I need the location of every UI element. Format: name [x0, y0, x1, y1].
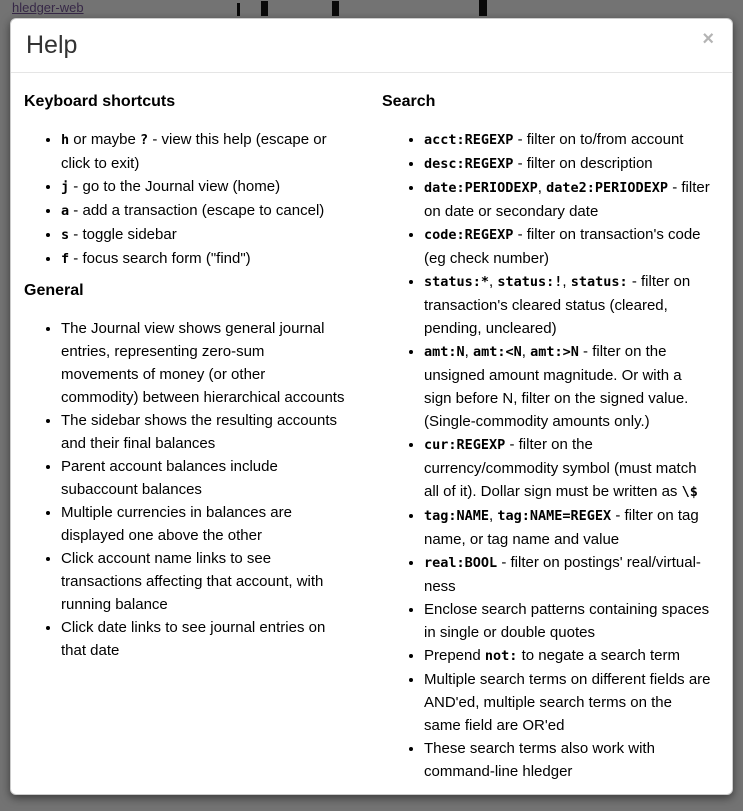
general-list — [24, 317, 346, 662]
modal-header — [11, 19, 732, 73]
code-token: s — [61, 227, 70, 243]
list-item: • amt:N, amt:<N, amt:>N - filter on the unsigned amount magnitude. Or with a sign before N, filter on the signed value. (Single-commodity amounts only.) — [424, 340, 712, 433]
code-token: not: — [484, 648, 518, 664]
list-item: • Click account name links to see transactions affecting that account, with running balance — [61, 547, 346, 616]
code-token: h — [61, 132, 70, 148]
help-modal — [10, 18, 733, 795]
code-token: cur:REGEXP — [424, 437, 506, 453]
code-token: code:REGEXP — [424, 227, 514, 243]
code-token: j — [61, 179, 70, 195]
modal-title: Help — [26, 31, 78, 59]
list-item: • Parent account balances include subaccount balances — [61, 455, 346, 501]
list-item: • code:REGEXP - filter on transaction's code (eg check number) — [424, 223, 712, 270]
code-token: status: — [570, 274, 628, 290]
list-item: • Multiple currencies in balances are displayed one above the other — [61, 501, 346, 547]
list-item: • Multiple search terms on different fields are AND'ed, multiple search terms on the same field are OR'ed — [424, 668, 712, 737]
code-token: amt:<N — [472, 344, 522, 360]
list-item: • cur:REGEXP - filter on the currency/commodity symbol (must match all of it). Dollar sign must be written as \$ — [424, 433, 712, 504]
list-item: • status:*, status:!, status: - filter on transaction's cleared status (cleared, pending, uncleared) — [424, 270, 712, 340]
code-token: f — [61, 251, 70, 267]
code-token: date2:PERIODEXP — [546, 180, 669, 196]
code-token: amt:>N — [530, 344, 579, 360]
search-list — [382, 128, 712, 783]
help-column-left — [24, 92, 346, 793]
list-item: • s - toggle sidebar — [61, 223, 346, 247]
code-token: \$ — [681, 484, 698, 500]
list-item: • date:PERIODEXP, date2:PERIODEXP - filter on date or secondary date — [424, 176, 712, 223]
section-heading-keyboard-shortcuts: Keyboard shortcuts — [24, 93, 176, 110]
list-item: • desc:REGEXP - filter on description — [424, 152, 712, 176]
close-icon[interactable]: × — [702, 28, 714, 50]
code-token: status:! — [497, 274, 563, 290]
code-token: tag:NAME — [424, 508, 490, 524]
list-item: • tag:NAME, tag:NAME=REGEX - filter on tag name, or tag name and value — [424, 504, 712, 551]
list-item: • The Journal view shows general journal entries, representing zero-sum movements of money (or other commodity) between hierarchical accounts — [61, 317, 346, 409]
keyboard-shortcuts-list — [24, 128, 346, 271]
help-column-right — [364, 92, 712, 793]
code-token: tag:NAME=REGEX — [497, 508, 612, 524]
list-item: • j - go to the Journal view (home) — [61, 175, 346, 199]
list-item: • acct:REGEXP - filter on to/from account — [424, 128, 712, 152]
code-token: desc:REGEXP — [424, 156, 514, 172]
list-item: • These search terms also work with command-line hledger — [424, 737, 712, 783]
code-token: real:BOOL — [424, 555, 498, 571]
code-token: amt:N — [424, 344, 465, 360]
code-token: ? — [140, 132, 149, 148]
list-item: • h or maybe ? - view this help (escape or click to exit) — [61, 128, 346, 175]
code-token: date:PERIODEXP — [424, 180, 538, 196]
list-item: • Prepend not: to negate a search term — [424, 644, 712, 668]
list-item: • The sidebar shows the resulting accounts and their final balances — [61, 409, 346, 455]
list-item: • a - add a transaction (escape to cancel) — [61, 199, 346, 223]
list-item: • f - focus search form ("find") — [61, 247, 346, 271]
list-item: • real:BOOL - filter on postings' real/virtual-ness — [424, 551, 712, 598]
code-token: acct:REGEXP — [424, 132, 514, 148]
code-token: status:* — [424, 274, 490, 290]
list-item: • Click date links to see journal entries on that date — [61, 616, 346, 662]
list-item: • Enclose search patterns containing spaces in single or double quotes — [424, 598, 712, 644]
code-token: a — [61, 203, 70, 219]
section-heading-general: General — [24, 282, 84, 299]
section-heading-search: Search — [382, 93, 436, 110]
modal-body — [11, 73, 732, 793]
